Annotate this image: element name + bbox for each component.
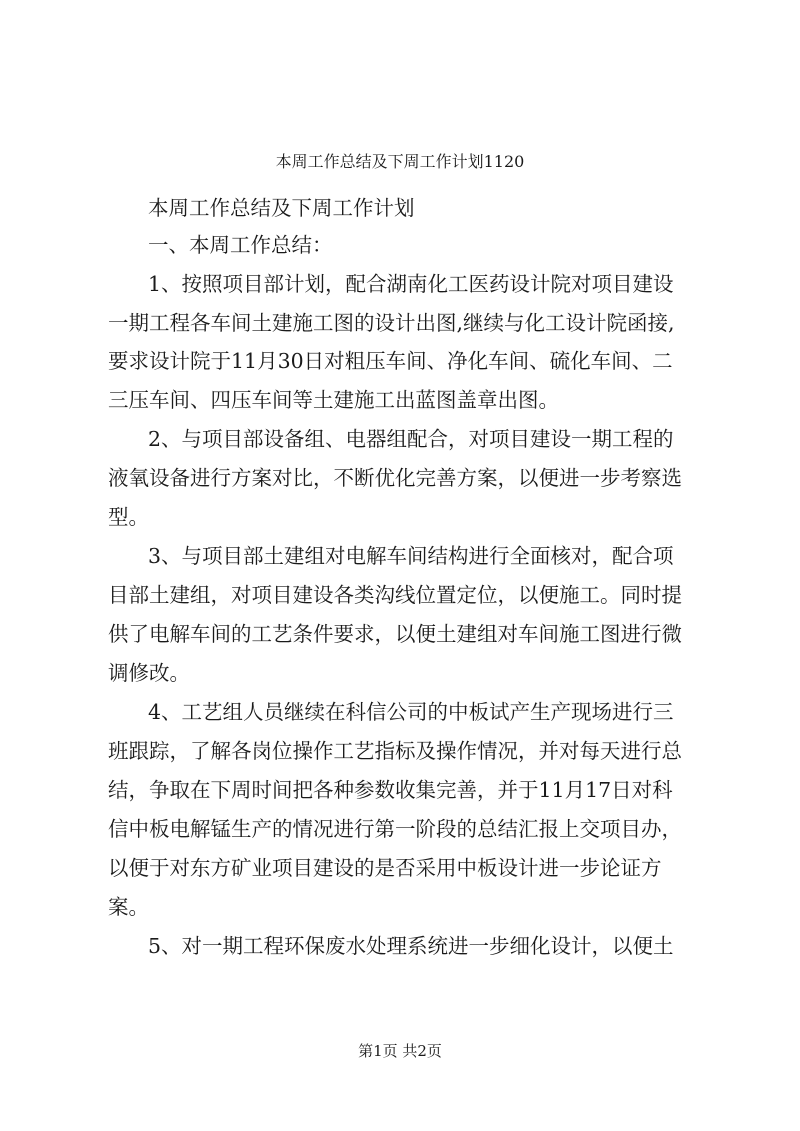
paragraph-line: 要求设计院于11月30日对粗压车间、净化车间、硫化车间、二 bbox=[108, 349, 673, 373]
paragraph-line: 供了电解车间的工艺条件要求，以便土建组对车间施工图进行微 bbox=[108, 622, 682, 646]
document-title: 本周工作总结及下周工作计划1120 bbox=[275, 152, 525, 171]
paragraph-line: 三压车间、四压车间等土建施工出蓝图盖章出图。 bbox=[108, 388, 559, 412]
paragraph-line: 信中板电解锰生产的情况进行第一阶段的总结汇报上交项目办， bbox=[108, 817, 682, 841]
paragraph-line: 调修改。 bbox=[108, 661, 190, 685]
paragraph-line: 1、按照项目部计划，配合湖南化工医药设计院对项目建设 bbox=[148, 272, 674, 296]
page-footer: 第1页 共2页 bbox=[358, 1042, 442, 1060]
paragraph-line: 3、与项目部土建组对电解车间结构进行全面核对，配合项 bbox=[148, 544, 674, 568]
paragraph-line: 4、工艺组人员继续在科信公司的中板试产生产现场进行三 bbox=[148, 700, 674, 724]
paragraph-line: 结，争取在下周时间把各种参数收集完善，并于11月17日对科 bbox=[108, 778, 673, 802]
paragraph-line: 本周工作总结及下周工作计划 bbox=[148, 196, 415, 220]
paragraph-line: 以便于对东方矿业项目建设的是否采用中板设计进一步论证方 bbox=[108, 856, 662, 880]
paragraph-line: 目部土建组，对项目建设各类沟线位置定位，以便施工。同时提 bbox=[108, 583, 682, 607]
paragraph-line: 一、本周工作总结： bbox=[148, 233, 333, 257]
paragraph-line: 型。 bbox=[108, 505, 149, 529]
paragraph-line: 班跟踪，了解各岗位操作工艺指标及操作情况，并对每天进行总 bbox=[108, 739, 682, 763]
paragraph-line: 5、对一期工程环保废水处理系统进一步细化设计，以便土 bbox=[148, 934, 674, 958]
paragraph-line: 液氧设备进行方案对比，不断优化完善方案，以便进一步考察选 bbox=[108, 466, 682, 490]
paragraph-line: 一期工程各车间土建施工图的设计出图,继续与化工设计院函接, bbox=[108, 311, 675, 335]
paragraph-line: 2、与项目部设备组、电器组配合，对项目建设一期工程的 bbox=[148, 427, 674, 451]
paragraph-line: 案。 bbox=[108, 895, 149, 919]
